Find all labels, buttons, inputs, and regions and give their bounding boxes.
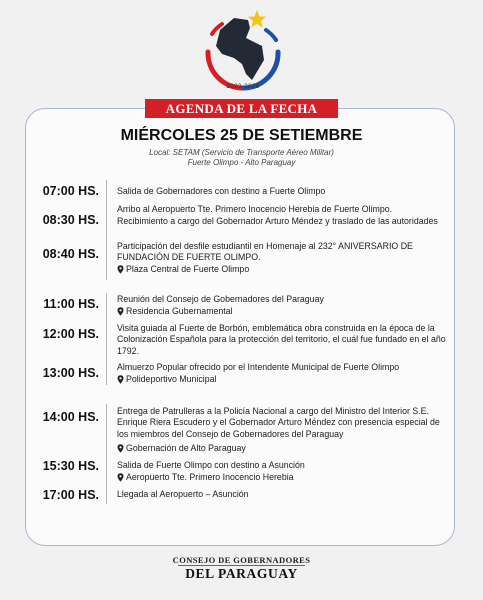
event-description: Participación del desfile estudiantil en Homenaje al 232° ANIVERSARIO DE FUNDACIÓN DE FUERTE OLIMPO. xyxy=(117,241,413,263)
event-time: 15:30 HS. xyxy=(42,459,99,473)
event-time: 17:00 HS. xyxy=(42,488,99,502)
event-location xyxy=(117,443,452,454)
location-label: Gobernación de Alto Paraguay xyxy=(126,443,246,453)
logo-graphic xyxy=(198,4,288,96)
location-label: Polideportivo Municipal xyxy=(126,374,217,384)
timeline-divider xyxy=(106,180,107,280)
event-time: 13:00 HS. xyxy=(42,366,99,380)
timeline-divider xyxy=(106,293,107,385)
map-pin-icon xyxy=(117,375,124,384)
footer-organization-line1: CONSEJO DE GOBERNADORES xyxy=(172,555,311,565)
event-description: Reunión del Consejo de Gobernadores del Paraguay xyxy=(117,294,324,304)
footer-organization-line2: DEL PARAGUAY xyxy=(185,566,298,581)
paraguay-map-logo xyxy=(198,4,288,96)
timeline-divider xyxy=(106,404,107,504)
agenda-date: MIÉRCOLES 25 DE SETIEMBRE xyxy=(120,127,363,144)
location-label: Plaza Central de Fuerte Olimpo xyxy=(126,264,250,274)
event-location xyxy=(117,472,452,483)
map-pin-icon xyxy=(117,444,124,453)
location-subtitle: Local: SETAM (Servicio de Transporte Aéreo Militar) xyxy=(149,148,334,157)
paraguay-map-icon xyxy=(216,18,264,80)
location-label: Aeropuerto Tte. Primero Inocencio Herebia xyxy=(126,472,294,482)
event-description: Visita guiada al Fuerte de Borbón, emblemática obra construida en la época de la Colonización Española para la protección del territorio, el cuál fue fundado en el año 1792. xyxy=(117,323,446,356)
event-location xyxy=(117,374,452,385)
event-location xyxy=(117,264,452,275)
event-description: Salida de Fuerte Olimpo con destino a Asunción xyxy=(117,460,305,470)
map-pin-icon xyxy=(117,307,124,316)
event-time: 14:00 HS. xyxy=(42,410,99,424)
event-description: Entrega de Patrulleras a la Policía Nacional a cargo del Ministro del Interior S.E. Enrique Riera Escudero y el Gobernador Arturo Méndez con presencia especial de los miembros del Consejo de Gobernadores del Paraguay xyxy=(117,406,440,439)
event-description: Llegada al Aeropuerto – Asunción xyxy=(117,489,249,499)
event-time: 08:30 HS. xyxy=(42,213,99,227)
map-pin-icon xyxy=(117,265,124,274)
event-description: Almuerzo Popular ofrecido por el Intendente Municipal de Fuerte Olimpo xyxy=(117,362,400,372)
map-pin-icon xyxy=(117,473,124,482)
event-description: Arribo al Aeropuerto Tte. Primero Inocencio Herebia de Fuerte Olimpo. xyxy=(117,204,393,214)
logo-years: 2023-2028 xyxy=(226,84,260,90)
place-subtitle: Fuerte Olimpo - Alto Paraguay xyxy=(187,158,296,167)
event-time: 07:00 HS. xyxy=(42,184,99,198)
event-description: Salida de Gobernadores con destino a Fuerte Olimpo xyxy=(117,186,326,196)
agenda-banner: AGENDA DE LA FECHA xyxy=(146,100,337,117)
event-time: 11:00 HS. xyxy=(43,297,99,311)
event-time: 12:00 HS. xyxy=(42,327,99,341)
location-label: Residencia Gubernamental xyxy=(126,306,233,316)
event-time: 08:40 HS. xyxy=(42,247,99,261)
star-icon xyxy=(248,10,266,28)
event-location xyxy=(117,306,452,317)
event-description: Recibimiento a cargo del Gobernador Arturo Méndez y traslado de las autoridades xyxy=(117,216,438,226)
